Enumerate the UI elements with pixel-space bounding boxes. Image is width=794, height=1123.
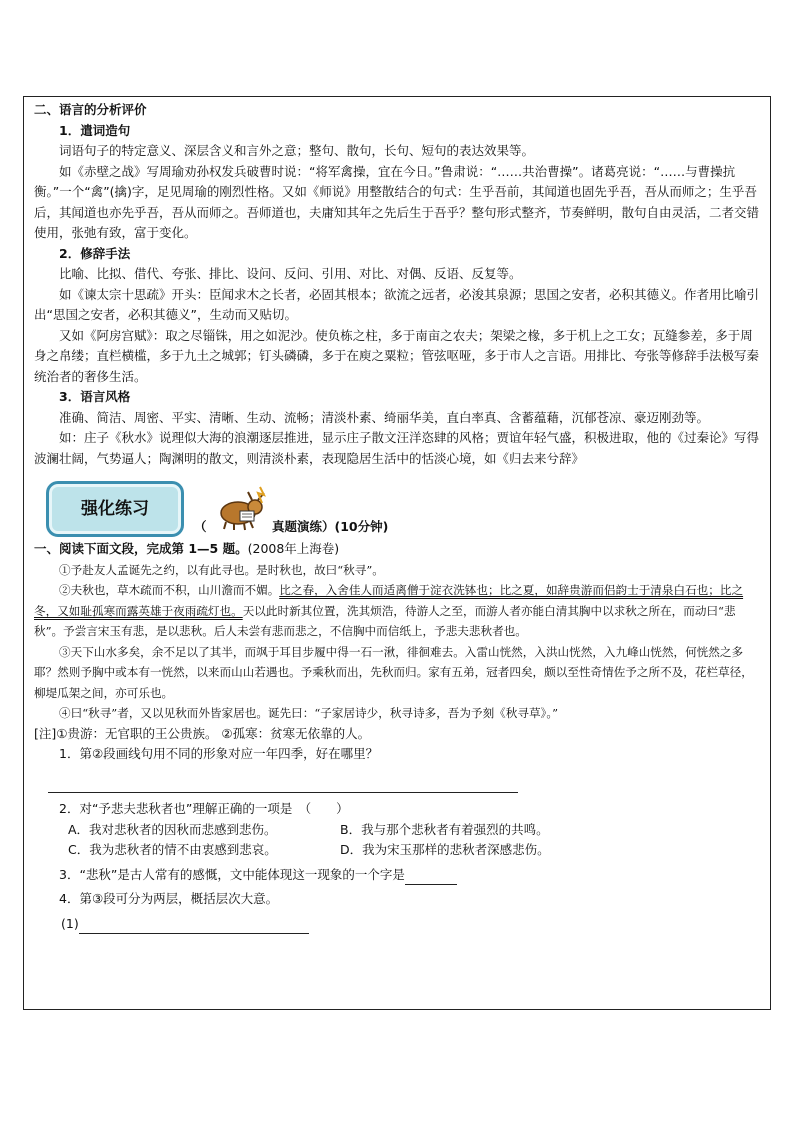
paragraph: 如《赤壁之战》写周瑜劝孙权发兵破曹时说：“将军禽操，宜在今日。”鲁肃说：“……共治曹操”。诸葛亮说：“……与曹操抗衡。”一个“禽”(擒)字，足见周瑜的刚烈性格。又如《师说》用整散结合的句式：生乎吾前，其闻道也固先乎吾，吾从而师之；生乎吾后，其闻道也亦先乎吾，吾从而师之。吾师道也，夫庸知其年之先后生于吾乎？整句形式整齐，节奏鲜明，散句自由灵活，二者交错使用，张弛有致，富于变化。 xyxy=(34,163,760,240)
passage-paragraph-1: ①予赴友人孟诞先之约，以有此寻也。是时秋也，故曰“秋寻”。 xyxy=(59,562,384,577)
paragraph: 又如《阿房宫赋》：取之尽锱铢，用之如泥沙。使负栋之柱，多于南亩之农夫；架梁之椽，多于机上之工女；瓦缝参差，多于周身之帛缕；直栏横槛，多于九土之城郭；钉头磷磷，多于在庾之粟粒；管弦呕哑，多于市人之言语。用排比、夸张等修辞手法极写秦统治者的奢侈生活。 xyxy=(34,327,760,384)
question-2: 2．对“予悲夫悲秋者也”理解正确的一项是 （ ） xyxy=(59,801,349,816)
practice-badge: 强化练习 xyxy=(46,481,184,537)
question-1: 1．第②段画线句用不同的形象对应一年四季，好在哪里？ xyxy=(59,746,379,761)
subsection-title-word-choice: 1．遣词造句 xyxy=(59,122,131,138)
answer-blank-q3[interactable] xyxy=(405,870,457,885)
section-title: 二、语言的分析评价 xyxy=(34,102,147,117)
subsection-title-style: 3．语言风格 xyxy=(59,389,131,404)
option-b[interactable]: B．我与那个悲秋者有着强烈的共鸣。 xyxy=(340,821,549,837)
paragraph: 准确、简洁、周密、平实、清晰、生动、流畅；清淡朴素、绮丽华美，直白率真、含蓄蕴藉，沉郁苍凉、豪迈刚劲等。 xyxy=(59,409,710,425)
question-4: 4．第③段可分为两层，概括层次大意。 xyxy=(59,891,279,906)
content-area xyxy=(24,97,770,934)
option-d[interactable]: D．我为宋玉那样的悲秋者深感悲伤。 xyxy=(340,842,550,857)
question-3: 3．“悲秋”是古人常有的感慨，文中能体现这一现象的一个字是 xyxy=(34,865,762,886)
option-a[interactable]: A．我对悲秋者的因秋而悲感到悲伤。 xyxy=(68,821,277,837)
paragraph: 如《谏太宗十思疏》开头：臣闻求木之长者，必固其根本；欲流之远者，必浚其泉源；思国之安者，必积其德义。作者用比喻引出“思国之安者，必积其德义”，生动而又贴切。 xyxy=(34,286,760,322)
options-row xyxy=(34,840,762,861)
passage-paragraph-2: ②夫秋也，草木疏而不积，山川澹而不媚。比之春，入舍佳人而适离僧于淀衣洗钵也；比之夏，如辞贵游而侣韵士于清泉白石也；比之冬，又如耻孤寒而露英雄于夜雨疏灯也。天以此时新其位置，洗其烦浩，待游人之至，而游人者亦能白清其胸中以求秋之所在，而动曰“悲秋”。予尝言宋玉有悲，是以悲秋。后人未尝有悲而悲之，不信胸中而信纸上，予悲夫悲秋者也。 xyxy=(34,583,744,638)
answer-line-q4-1[interactable] xyxy=(79,919,309,934)
exercise-source: (2008年上海卷) xyxy=(247,541,340,556)
practice-banner xyxy=(34,473,762,539)
question-4-part-1: (1) xyxy=(34,914,762,935)
subsection-title-rhetoric: 2．修辞手法 xyxy=(59,245,131,261)
footnote: [注]①贵游：无官职的王公贵族。 ②孤寒：贫寒无依靠的人。 xyxy=(34,725,371,741)
paragraph: 比喻、比拟、借代、夸张、排比、设问、反问、引用、对比、对偶、反语、反复等。 xyxy=(59,266,522,281)
paragraph: 词语句子的特定意义、深层含义和言外之意；整句、散句，长句、短句的表达效果等。 xyxy=(59,143,535,158)
underlined-sentence: 比之春，入舍佳人而适离僧于淀衣洗钵也；比之夏，如辞贵游而侣韵士于清泉白石也；比之冬，又如耻孤寒而露英雄于夜雨疏灯也。 xyxy=(34,583,744,618)
passage-paragraph-3: ③天下山水多矣，余不足以了其半，而飒于耳目步履中得一石一湫，徘徊难去。入雷山恍然，入洪山恍然，入九峰山恍然，何恍然之多耶？然则予胸中或本有一恍然，以来而山山若遇也。予乘秋而出，先秋而归。家有五弟，冠者四矣，颇以至性奇情佐予之所不及，花栏草径，柳堤瓜架之间，亦可乐也。 xyxy=(34,644,753,700)
paragraph: 如：庄子《秋水》说理似大海的浪潮逐层推进，显示庄子散文汪洋恣肆的风格；贾谊年轻气盛，积极进取，他的《过秦论》写得波澜壮阔，气势逼人；陶渊明的散文，则清淡朴素，表现隐居生活中的恬淡心境，如《归去来兮辞》 xyxy=(34,430,760,466)
option-c[interactable]: C．我为悲秋者的情不由衷感到悲哀。 xyxy=(68,842,277,857)
banner-paren: （ xyxy=(194,519,207,534)
bull-icon xyxy=(212,483,272,531)
passage-paragraph-4: ④曰“秋寻”者，又以见秋而外皆家居也。诞先曰：“子家居诗少，秋寻诗多，吾为予刻《秋寻草》。” xyxy=(59,706,559,720)
page-frame xyxy=(23,96,771,1010)
exercise-title: 一、阅读下面文段，完成第 1—5 题。(2008年上海卷) xyxy=(34,541,340,556)
answer-line-q1[interactable] xyxy=(48,778,518,793)
options-row xyxy=(34,820,762,841)
banner-subtitle: 真题演练）(10分钟) xyxy=(272,519,389,534)
